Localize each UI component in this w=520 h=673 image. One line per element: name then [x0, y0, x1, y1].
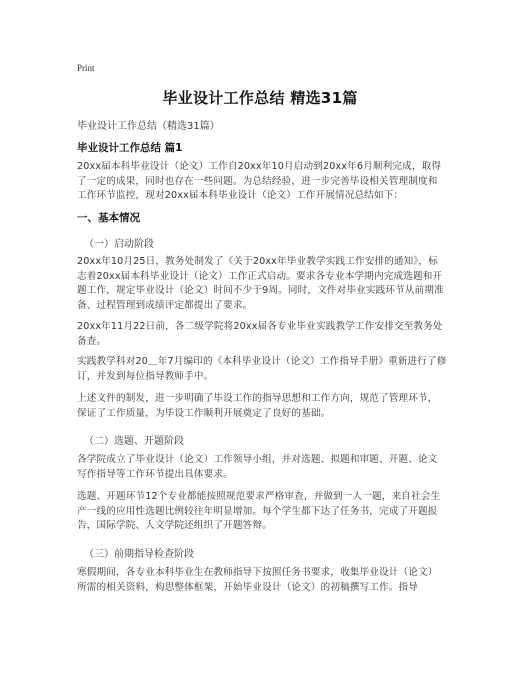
topic-review-paragraph: 选题、开题环节12个专业都能按照规范要求严格审查，并做到一人一题，来自社会生产一线的应用性选题比例较往年明显增加。每个学生都下达了任务书，完成了开题报告，国际学院、人文学院还组织了开题答辩。: [77, 491, 441, 532]
section-heading-basic-info: 一、基本情况: [77, 212, 140, 224]
manual-paragraph: 实践教学科对20＿年7月编印的《本科毕业设计（论文）工作指导手册》重新进行了修订，并发到每位指导教师手中。: [77, 356, 447, 382]
print-label[interactable]: Print: [77, 63, 95, 73]
subheading-launch-stage: （一）启动阶段: [84, 239, 154, 250]
subheading-topic-stage: （二）选题、开题阶段: [84, 436, 184, 447]
winter-break-paragraph: 寒假期间，各专业本科毕业生在教师指导下按照任务书要求，收集毕业设计（论文）所需的相关资料，构思整体框架，开始毕业设计（论文）的初稿撰写工作。指导: [77, 567, 438, 593]
filing-paragraph: 20xx年11月22日前，各二级学院将20xx届各专业毕业实践教学工作安排交至教务处备查。: [77, 321, 443, 347]
document-subtitle: 毕业设计工作总结（精选31篇）: [77, 121, 220, 132]
summary-paragraph: 上述文件的制发，进一步明确了毕设工作的指导思想和工作方向，规范了管理环节，保证了工作质量，为毕设工作顺利开展奠定了良好的基础。: [77, 393, 438, 419]
committee-paragraph: 各学院成立了毕业设计（论文）工作领导小组，并对选题、拟题和审题、开题、论文写作指导等工作环节提出具体要求。: [77, 454, 438, 480]
launch-paragraph: 20xx年10月25日，教务处制发了《关于20xx年毕业教学实践工作安排的通知》，标志着20xx届本科毕业设计（论文）工作正式启动。要求各专业本学期内完成选题和开题工作，规定毕业设计（论文）时间不少于9周。同时，文件对毕业实践环节从前期准备、过程管理到成绩评定都提出了要求。: [77, 256, 444, 312]
intro-paragraph: 20xx届本科毕业设计（论文）工作自20xx年10月启动到20xx年6月顺利完成，取得了一定的成果，同时也存在一些问题。为总结经验，进一步完善毕设相关管理制度和工作环节监控，现对20xx届本科毕业设计（论文）工作开展情况总结如下：: [77, 161, 442, 202]
article-heading: 毕业设计工作总结 篇1: [77, 142, 183, 154]
subheading-guidance-stage: （三）前期指导检查阶段: [84, 549, 194, 560]
document-title: 毕业设计工作总结 精选31篇: [162, 89, 358, 107]
